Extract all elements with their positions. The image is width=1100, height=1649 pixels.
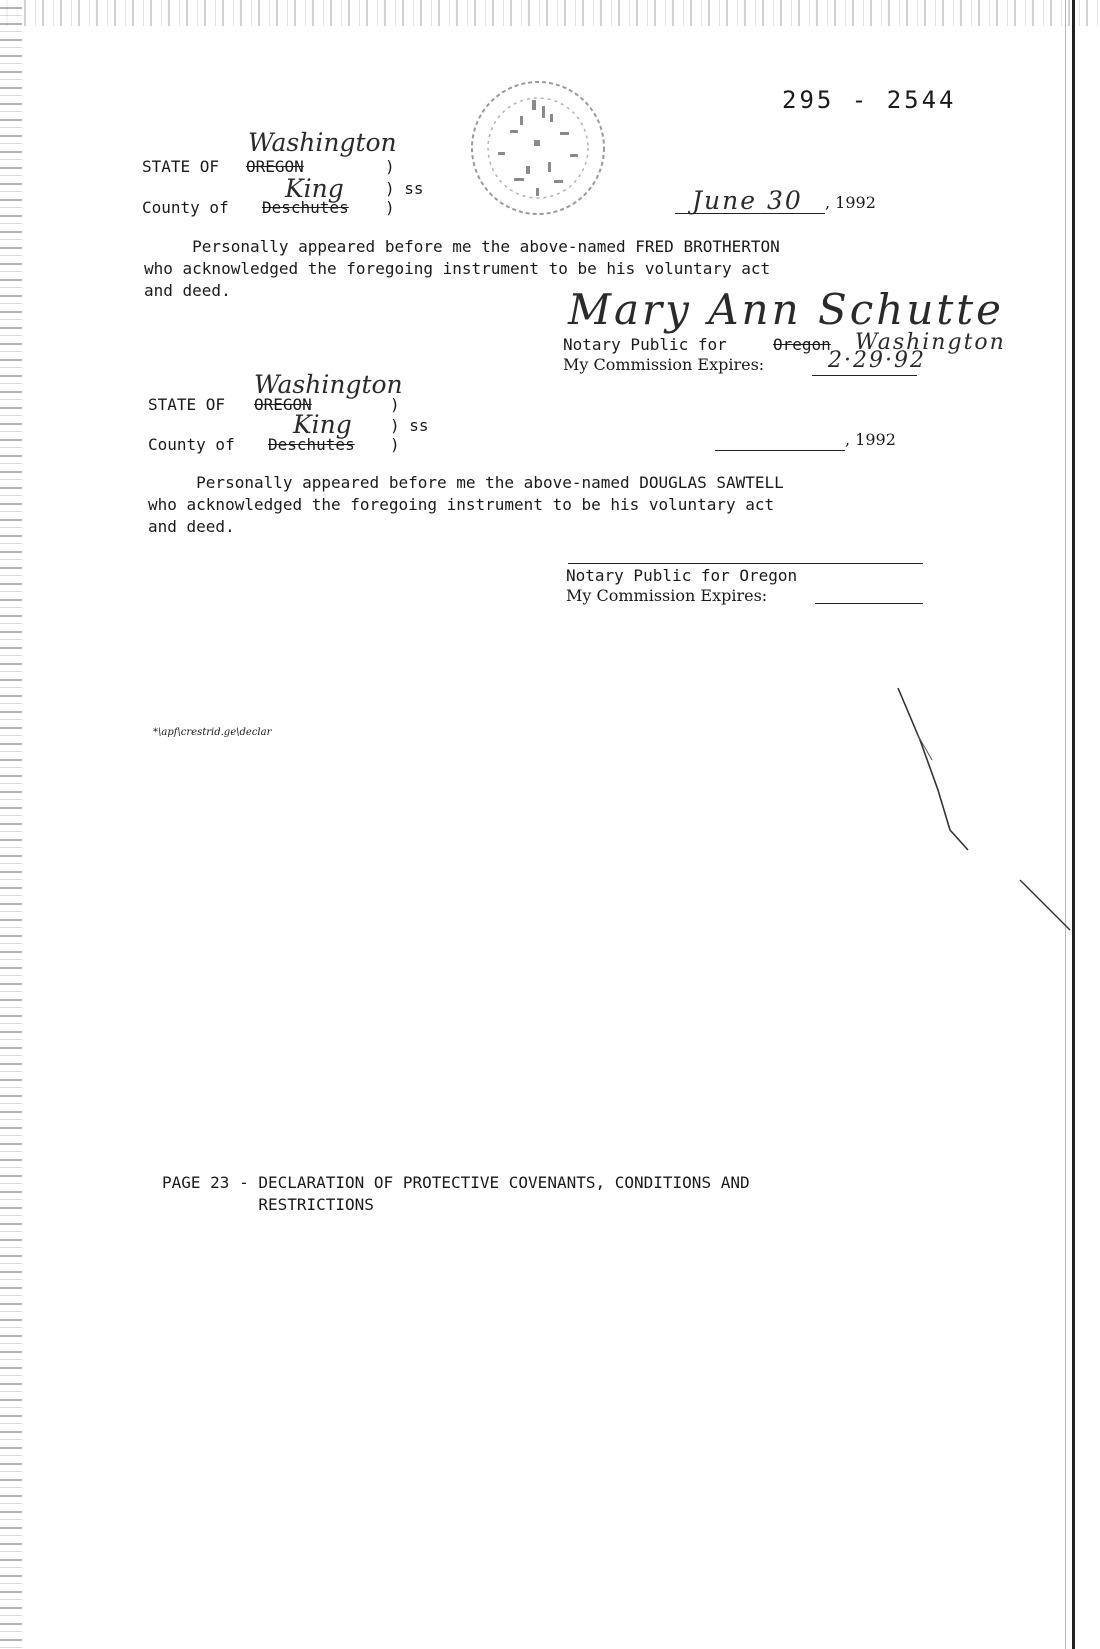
date-line-2 (715, 450, 845, 451)
commission-handwritten-1: 2·29·92 (828, 348, 926, 373)
ss-label-2: ) ss (390, 416, 429, 435)
ss-label-1: ) ss (385, 179, 424, 198)
county-paren-2: ) (390, 435, 400, 454)
notary-label-2: Notary Public for Oregon (566, 566, 798, 585)
handwritten-county-2: King (293, 410, 352, 439)
county-struck-1: Deschutes (262, 198, 349, 217)
county-paren-1: ) (385, 198, 395, 217)
handwritten-state-2: Washington (254, 370, 403, 399)
state-struck-2: OREGON (254, 395, 312, 414)
handwritten-state-1: Washington (248, 128, 397, 157)
commission-line-2 (815, 603, 923, 604)
notary-struck-1: Oregon (773, 335, 831, 354)
commission-label-2: My Commission Expires: (566, 586, 768, 605)
county-struck-2: Deschutes (268, 435, 355, 454)
commission-label-1: My Commission Expires: (563, 355, 765, 374)
state-label-2: STATE OF (148, 395, 235, 414)
notary-signature-line-2 (568, 563, 923, 564)
acknowledgment-paragraph-1: Personally appeared before me the above-named FRED BROTHERTON who acknowledged the foregoing instrument to be his voluntary act and deed. (144, 237, 780, 300)
scan-streak-mark (880, 680, 1080, 960)
notary-signature: Mary Ann Schutte (568, 285, 1004, 334)
county-label-1: County of (142, 198, 239, 217)
file-path: *\apf\crestrid.ge\declar (153, 727, 272, 738)
county-label-2: County of (148, 435, 245, 454)
state-paren-1: ) (385, 157, 395, 176)
state-label-1: STATE OF (142, 157, 229, 176)
notary-handwritten-1: Washington (855, 330, 1006, 355)
scan-edge-top (0, 0, 1100, 26)
year-2: , 1992 (845, 430, 896, 449)
page-footer: PAGE 23 - DECLARATION OF PROTECTIVE COVENANTS, CONDITIONS AND RESTRICTIONS (162, 1173, 750, 1214)
scan-edge-left (0, 0, 22, 1649)
date-line-1 (675, 213, 825, 214)
state-struck-1: OREGON (246, 157, 304, 176)
handwritten-date-1: June 30 (692, 186, 803, 215)
year-1: , 1992 (825, 193, 876, 212)
notary-prefix-1: Notary Public for (563, 335, 737, 354)
commission-line-1 (812, 375, 917, 376)
handwritten-county-1: King (285, 174, 344, 203)
acknowledgment-paragraph-2: Personally appeared before me the above-named DOUGLAS SAWTELL who acknowledged the foregoing instrument to be his voluntary act and deed. (148, 473, 784, 536)
state-paren-2: ) (390, 395, 400, 414)
document-number: 295 - 2544 (782, 86, 957, 114)
notary-seal-stamp (450, 70, 630, 220)
